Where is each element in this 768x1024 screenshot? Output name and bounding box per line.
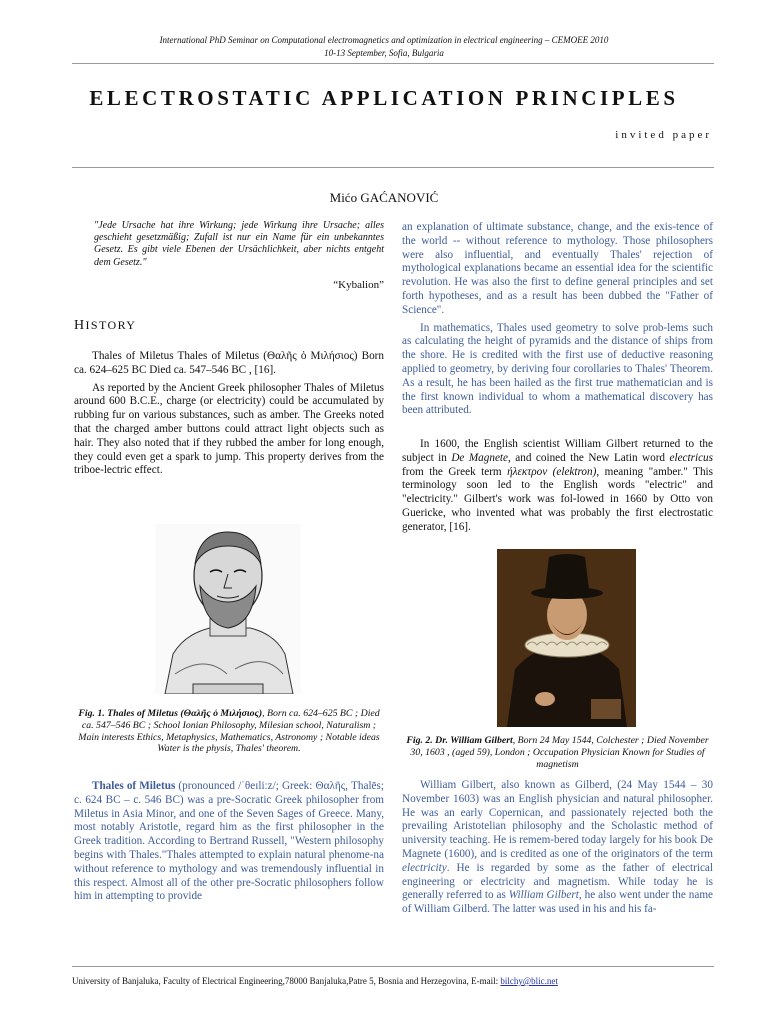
footer-email-link[interactable]: bilchy@blic.net xyxy=(500,976,558,986)
paragraph: As reported by the Ancient Greek philosopher Thales of Miletus around 600 B.C.E., charge (or electricity) could be accumulated by rubbing fur on various substances, such as amber. The Greeks noted that the charged amber buttons could attract light objects such as hair. They also noted that if they rubbed the amber for long enough, they could even get a spark to jump. This property derives from the triboe-lectric effect. xyxy=(74,381,384,477)
figure-2-caption xyxy=(402,735,713,770)
text-run: In 1600, the English scientist William Gilbert returned to the subject in xyxy=(402,438,713,464)
footer-affiliation xyxy=(72,976,558,986)
figure-1-caption xyxy=(74,708,384,755)
text-run: , meaning "amber." This terminology soon led to the English words "electric" and "electricity." Gilbert's work was fol-lowed in 1660 by Otto von Guericke, who invented what was probably the first electrostatic generator, [16]. xyxy=(402,465,714,533)
figure-2-text: , Born 24 May 1544, Colchester ; Died November 30, 1603 , (aged 59), London ; Occupation Physician Known for Studies of magnetism xyxy=(410,735,709,770)
text-run: William Gilbert, also known as Gilberd, (24 May 1544 – 30 November 1603) was an English physician and natural philosopher. He was an early Copernican, and passionately rejected both the prevailing Aristotelian philosophy and the Scholastic method of university teaching. He is remem-bered today largely for his book De Magnete (1600), and is credited as one of the originators of the term xyxy=(402,779,713,860)
header-rule xyxy=(72,63,714,64)
figure-2-label: Fig. 2. Dr. William Gilbert xyxy=(406,735,513,746)
paragraph: Thales of Miletus Thales of Miletus (Θαλῆς ὁ Μιλήσιος) Born ca. 624–625 BC Died ca. 547–546 BC , [16]. xyxy=(74,350,384,376)
title-rule xyxy=(72,167,714,168)
text-run: from the Greek term xyxy=(402,465,508,478)
section-heading-rest: ISTORY xyxy=(85,318,137,332)
paragraph: In mathematics, Thales used geometry to solve prob-lems such as calculating the height of pyramids and the distance of ships from the shore. He is credited with the first use of deductive reasoning applied to geometry, by deriving four corollaries to Thales' Theorem. As a result, he has been hailed as the first true mathematician and is the first known individual to whom a mathematical discovery has been attributed. xyxy=(402,321,713,417)
right-column-gilbert-intro xyxy=(402,438,713,535)
section-heading-history xyxy=(74,318,136,334)
thales-text: (pronounced /ˈθeɪliːz/; Greek: Θαλῆς, Thalēs; c. 624 BC – c. 546 BC) was a pre-Socratic Greek philosopher from Miletus in Asia Minor, and one of the Seven Sages of Greece. Many, most notably Aristotle, regard him as the first philosopher in the Greek tradition. According to Bertrand Russell, "Western philosophy begins with Thales."Thales attempted to explain natural phenome-na without reference to mythology and was tremendously influential in this respect. Almost all of the other pre-Socratic philosophers follow him in attempting to provide xyxy=(74,780,384,903)
text-run: De Magnete xyxy=(451,451,509,464)
left-column-thales xyxy=(74,780,384,904)
text-run: William Gilbert xyxy=(508,889,579,902)
epigraph-source: “Kybalion” xyxy=(333,279,384,291)
left-column-intro xyxy=(74,350,384,482)
conference-date: 10-13 September, Sofia, Bulgaria xyxy=(324,48,444,58)
text-run: electricus xyxy=(669,451,713,464)
text-run: . He is regarded by some as the father of electrical engineering or electricity and magnetism. While today he is generally referred to as xyxy=(402,861,713,902)
thales-bust-image xyxy=(155,524,301,694)
paper-title: ELECTROSTATIC APPLICATION PRINCIPLES xyxy=(89,86,679,110)
text-run: ήλεκτρον (elektron) xyxy=(507,465,597,478)
right-column-thales xyxy=(402,221,713,422)
text-run: electricity xyxy=(402,861,447,874)
footer-rule xyxy=(72,966,714,967)
text-run: , he also went under the name of William Gilberd. The latter was used in his and his fa- xyxy=(402,889,713,916)
figure-1-label: Fig. 1. Thales of Miletus (Θαλῆς ὁ Μιλήσιος) xyxy=(78,708,263,719)
paragraph: an explanation of ultimate substance, change, and the exis-tence of the world -- without reference to mythology. Those philosophers were also influential, and eventually Thales' rejection of mythological explanations became an essential idea for the scientific revolution. He was also the first to define general principles and set forth hypotheses, and as a result has been dubbed the "Father of Science". xyxy=(402,221,713,316)
section-heading-cap: H xyxy=(74,318,86,333)
epigraph-quote: "Jede Ursache hat ihre Wirkung; jede Wirkung ihre Ursache; alles geschieht gesetzmäßig; Zufall ist nur ein Name für ein unbekanntes Gesetz. Es gibt viele Ebenen der Ursächlichkeit, aber nichts entgeht dem Gesetz." xyxy=(94,220,384,268)
author: Mićo GAĆANOVIĆ xyxy=(329,190,439,205)
right-column-gilbert-bio xyxy=(402,779,713,917)
text-run: , and coined the New Latin word xyxy=(508,451,670,464)
footer-text: University of Banjaluka, Faculty of Electrical Engineering,78000 Banjaluka,Patre 5, Bosnia and Herzegovina, E-mail: xyxy=(72,976,501,986)
thales-name: Thales of Miletus xyxy=(92,780,176,792)
paper-subtitle: invited paper xyxy=(615,129,712,141)
conference-header: International PhD Seminar on Computational electromagnetics and optimization in electrical engineering – CEMOEE 2010 xyxy=(159,35,609,45)
figure-1-text: , Born ca. 624–625 BC ; Died ca. 547–546 BC ; School Ionian Philosophy, Milesian school, Naturalism ; Main interests Ethics, Metaphysics, Mathematics, Astronomy ; Notable ideas Water is the physis, Thales' theorem. xyxy=(78,708,380,755)
gilbert-portrait-image xyxy=(497,549,636,727)
